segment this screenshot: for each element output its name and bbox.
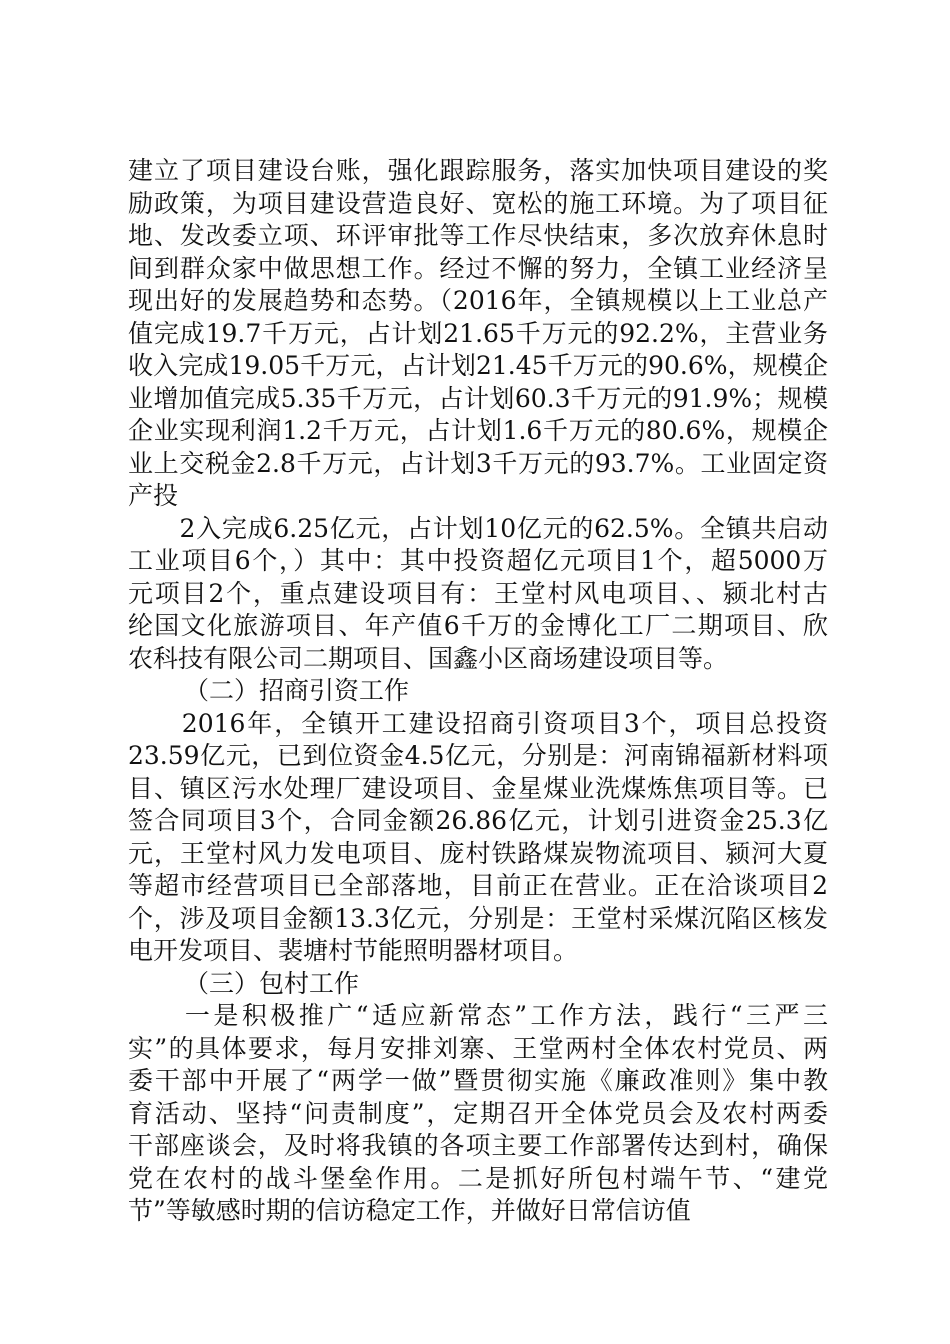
text-line: 地、发改委立项、环评审批等工作尽快结束，多次放弃休息时 — [128, 221, 828, 250]
text-line: 工业项目6个，）其中：其中投资超亿元项目1个，超5000万 — [128, 546, 828, 575]
text-line: 值完成19.7千万元，占计划21.65千万元的92.2%，主营业务 — [128, 318, 828, 348]
text-line: 间到群众家中做思想工作。经过不懈的努力，全镇工业经济呈 — [128, 253, 828, 283]
text-line: 现出好的发展趋势和态势。（2016年，全镇规模以上工业总产 — [128, 286, 828, 315]
document-page — [128, 155, 828, 1228]
section-heading-investment-promotion: （二）招商引资工作 — [184, 676, 410, 705]
text-line: 党在农村的战斗堡垒作用。二是抓好所包村端午节、“建党 — [128, 1163, 828, 1193]
text-line: 建立了项目建设台账，强化跟踪服务，落实加快项目建设的奖 — [128, 156, 828, 185]
text-line: 实”的具体要求，每月安排刘寨、王堂两村全体农村党员、两 — [128, 1033, 828, 1063]
text-line: 育活动、坚持“问责制度”，定期召开全体党员会及农村两委 — [128, 1098, 828, 1128]
text-line: 农科技有限公司二期项目、国鑫小区商场建设项目等。 — [128, 643, 729, 673]
text-line: 个，涉及项目金额13.3亿元，分别是：王堂村采煤沉陷区核发 — [128, 903, 828, 933]
text-line: 委干部中开展了“两学一做”暨贯彻实施《廉政准则》集中教 — [128, 1066, 828, 1095]
text-line: 等超市经营项目已全部落地，目前正在营业。正在洽谈项目2 — [128, 871, 828, 900]
paragraph-investment-completion — [128, 513, 828, 676]
paragraph-village-work — [128, 1000, 828, 1228]
text-line: 纶国文化旅游项目、年产值6千万的金博化工厂二期项目、欣 — [128, 611, 828, 640]
text-line: 电开发项目、裴塘村节能照明器材项目。 — [128, 936, 579, 965]
text-line: 目、镇区污水处理厂建设项目、金星煤业洗煤炼焦项目等。已 — [128, 773, 828, 803]
text-line: 收入完成19.05千万元，占计划21.45千万元的90.6%，规模企 — [128, 351, 828, 380]
paragraph-project-construction — [128, 155, 828, 513]
text-line: 签合同项目3个，合同金额26.86亿元，计划引进资金25.3亿 — [128, 806, 828, 835]
paragraph-investment-promotion — [128, 708, 828, 968]
text-line: 业上交税金2.8千万元，占计划3千万元的93.7%。工业固定资 — [128, 448, 828, 478]
text-line: 企业实现利润1.2千万元，占计划1.6千万元的80.6%，规模企 — [128, 416, 828, 445]
text-line: 励政策，为项目建设营造良好、宽松的施工环境。为了项目征 — [128, 188, 828, 218]
text-line: 产投 — [128, 481, 179, 510]
text-line: 节”等敏感时期的信访稳定工作，并做好日常信访值 — [128, 1196, 691, 1225]
text-line: 元，王堂村风力发电项目、庞村铁路煤炭物流项目、颍河大夏 — [128, 838, 828, 868]
text-line: 23.59亿元，已到位资金4.5亿元，分别是：河南锦福新材料项 — [128, 741, 828, 770]
text-line: 业增加值完成5.35千万元，占计划60.3千万元的91.9%；规模 — [128, 383, 828, 413]
text-line: 2016年，全镇开工建设招商引资项目3个，项目总投资 — [128, 708, 828, 738]
text-line: 一是积极推广“适应新常态”工作方法，践行“三严三 — [128, 1001, 828, 1030]
text-line: 元项目2个，重点建设项目有：王堂村风电项目、、颍北村古 — [128, 578, 828, 608]
section-heading-village-work: （三）包村工作 — [184, 968, 360, 998]
text-line: 2入完成6.25亿元，占计划10亿元的62.5%。全镇共启动 — [128, 513, 828, 543]
text-line: 干部座谈会，及时将我镇的各项主要工作部署传达到村，确保 — [128, 1131, 828, 1160]
